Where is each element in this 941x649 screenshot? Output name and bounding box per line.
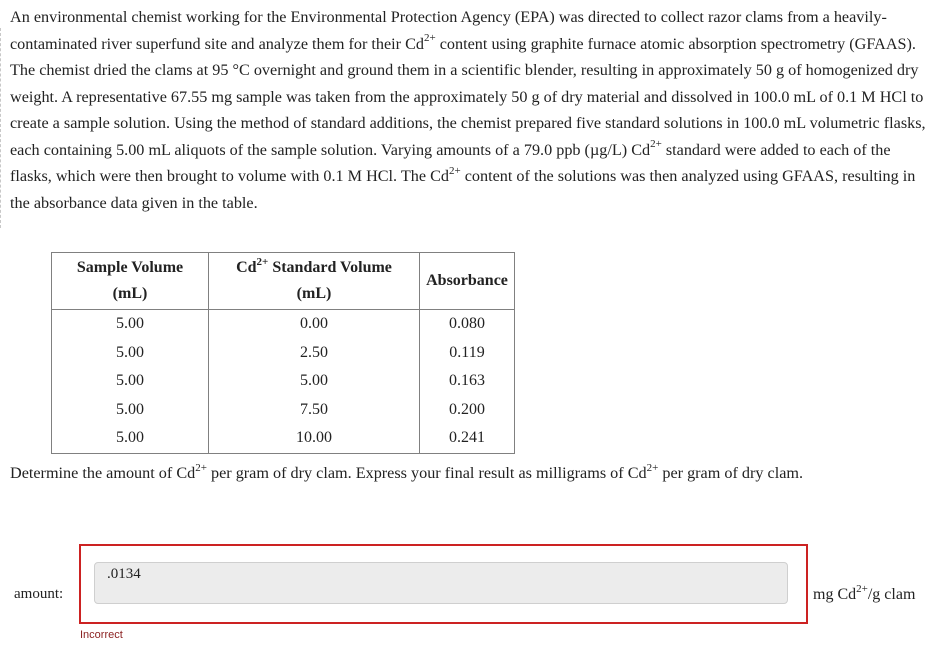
cell-standard-volume: 0.00 — [209, 310, 420, 339]
cell-sample-volume: 5.00 — [52, 424, 209, 453]
amount-input-value: .0134 — [107, 566, 141, 582]
problem-text-1: An environmental chemist working for the Environmental Protection Agency (EPA) was directed to collect razor clams from a heavily-contaminated river superfund site and analyze them for their Cd — [10, 8, 887, 53]
table-header-row — [52, 253, 515, 310]
problem-text-4: content of the solutions was then analyzed using GFAAS, resulting in the absorbance data given in the table. — [10, 167, 916, 212]
table-row — [52, 424, 515, 453]
cell-absorbance: 0.119 — [420, 339, 515, 368]
cell-absorbance: 0.241 — [420, 424, 515, 453]
incorrect-feedback: Incorrect — [80, 629, 123, 641]
amount-label: amount: — [14, 586, 64, 602]
header-standard-volume: $Cd^{2+}$ Standard Volume (mL) — [209, 253, 420, 310]
charge-superscript: 2+ — [195, 461, 207, 474]
cell-sample-volume: 5.00 — [52, 367, 209, 396]
charge-superscript: 2+ — [448, 164, 461, 177]
charge-superscript: 2+ — [650, 138, 662, 151]
table-row — [52, 310, 515, 339]
table-row — [52, 396, 515, 425]
cell-sample-volume: 5.00 — [52, 339, 209, 368]
table-row — [52, 339, 515, 368]
problem-paragraph — [10, 4, 930, 216]
cell-standard-volume: 7.50 — [209, 396, 420, 425]
charge-superscript: 2+ — [423, 32, 436, 45]
cell-absorbance: 0.080 — [420, 310, 515, 339]
absorbance-data-table — [51, 252, 515, 454]
charge-superscript: 2+ — [646, 461, 659, 474]
answer-units: mg $Cd^{2+}/g$ clam — [813, 582, 916, 603]
amount-input[interactable] — [94, 562, 788, 604]
cell-sample-volume: 5.00 — [52, 310, 209, 339]
cell-standard-volume: 2.50 — [209, 339, 420, 368]
table-row — [52, 367, 515, 396]
cell-absorbance: 0.163 — [420, 367, 515, 396]
cell-standard-volume: 10.00 — [209, 424, 420, 453]
problem-text-3: standard were added to each of the flasks, which were then brought to volume with 0.1 M HCl. The Cd — [10, 140, 891, 185]
cell-standard-volume: 5.00 — [209, 367, 420, 396]
header-absorbance: Absorbance — [420, 253, 515, 310]
page-edge-marker — [0, 28, 4, 228]
cell-absorbance: 0.200 — [420, 396, 515, 425]
problem-text-2: content using graphite furnace atomic absorption spectrometry (GFAAS). The chemist dried the clams at 95 °C overnight and ground them in a scientific blender, resulting in approximately 50 g of homogenized dry weight. A representative 67.55 mg sample was taken from the approximately 50 g of dry material and dissolved in 100.0 mL of 0.1 M HCl to create a sample solution. Using the method of standard additions, the chemist prepared five standard solutions in 100.0 mL volumetric flasks, each containing 5.00 mL aliquots of the sample solution. Varying amounts of a 79.0 ppb (µg/L) Cd — [10, 34, 926, 159]
problem-statement — [10, 4, 930, 216]
question-prompt: Determine the amount of $Cd^{2+}$ per gram of dry clam. Express your final result as milligrams of $Cd^{2+}$ per gram of dry clam. — [10, 461, 804, 482]
cell-sample-volume: 5.00 — [52, 396, 209, 425]
header-sample-volume: Sample Volume (mL) — [52, 253, 209, 310]
